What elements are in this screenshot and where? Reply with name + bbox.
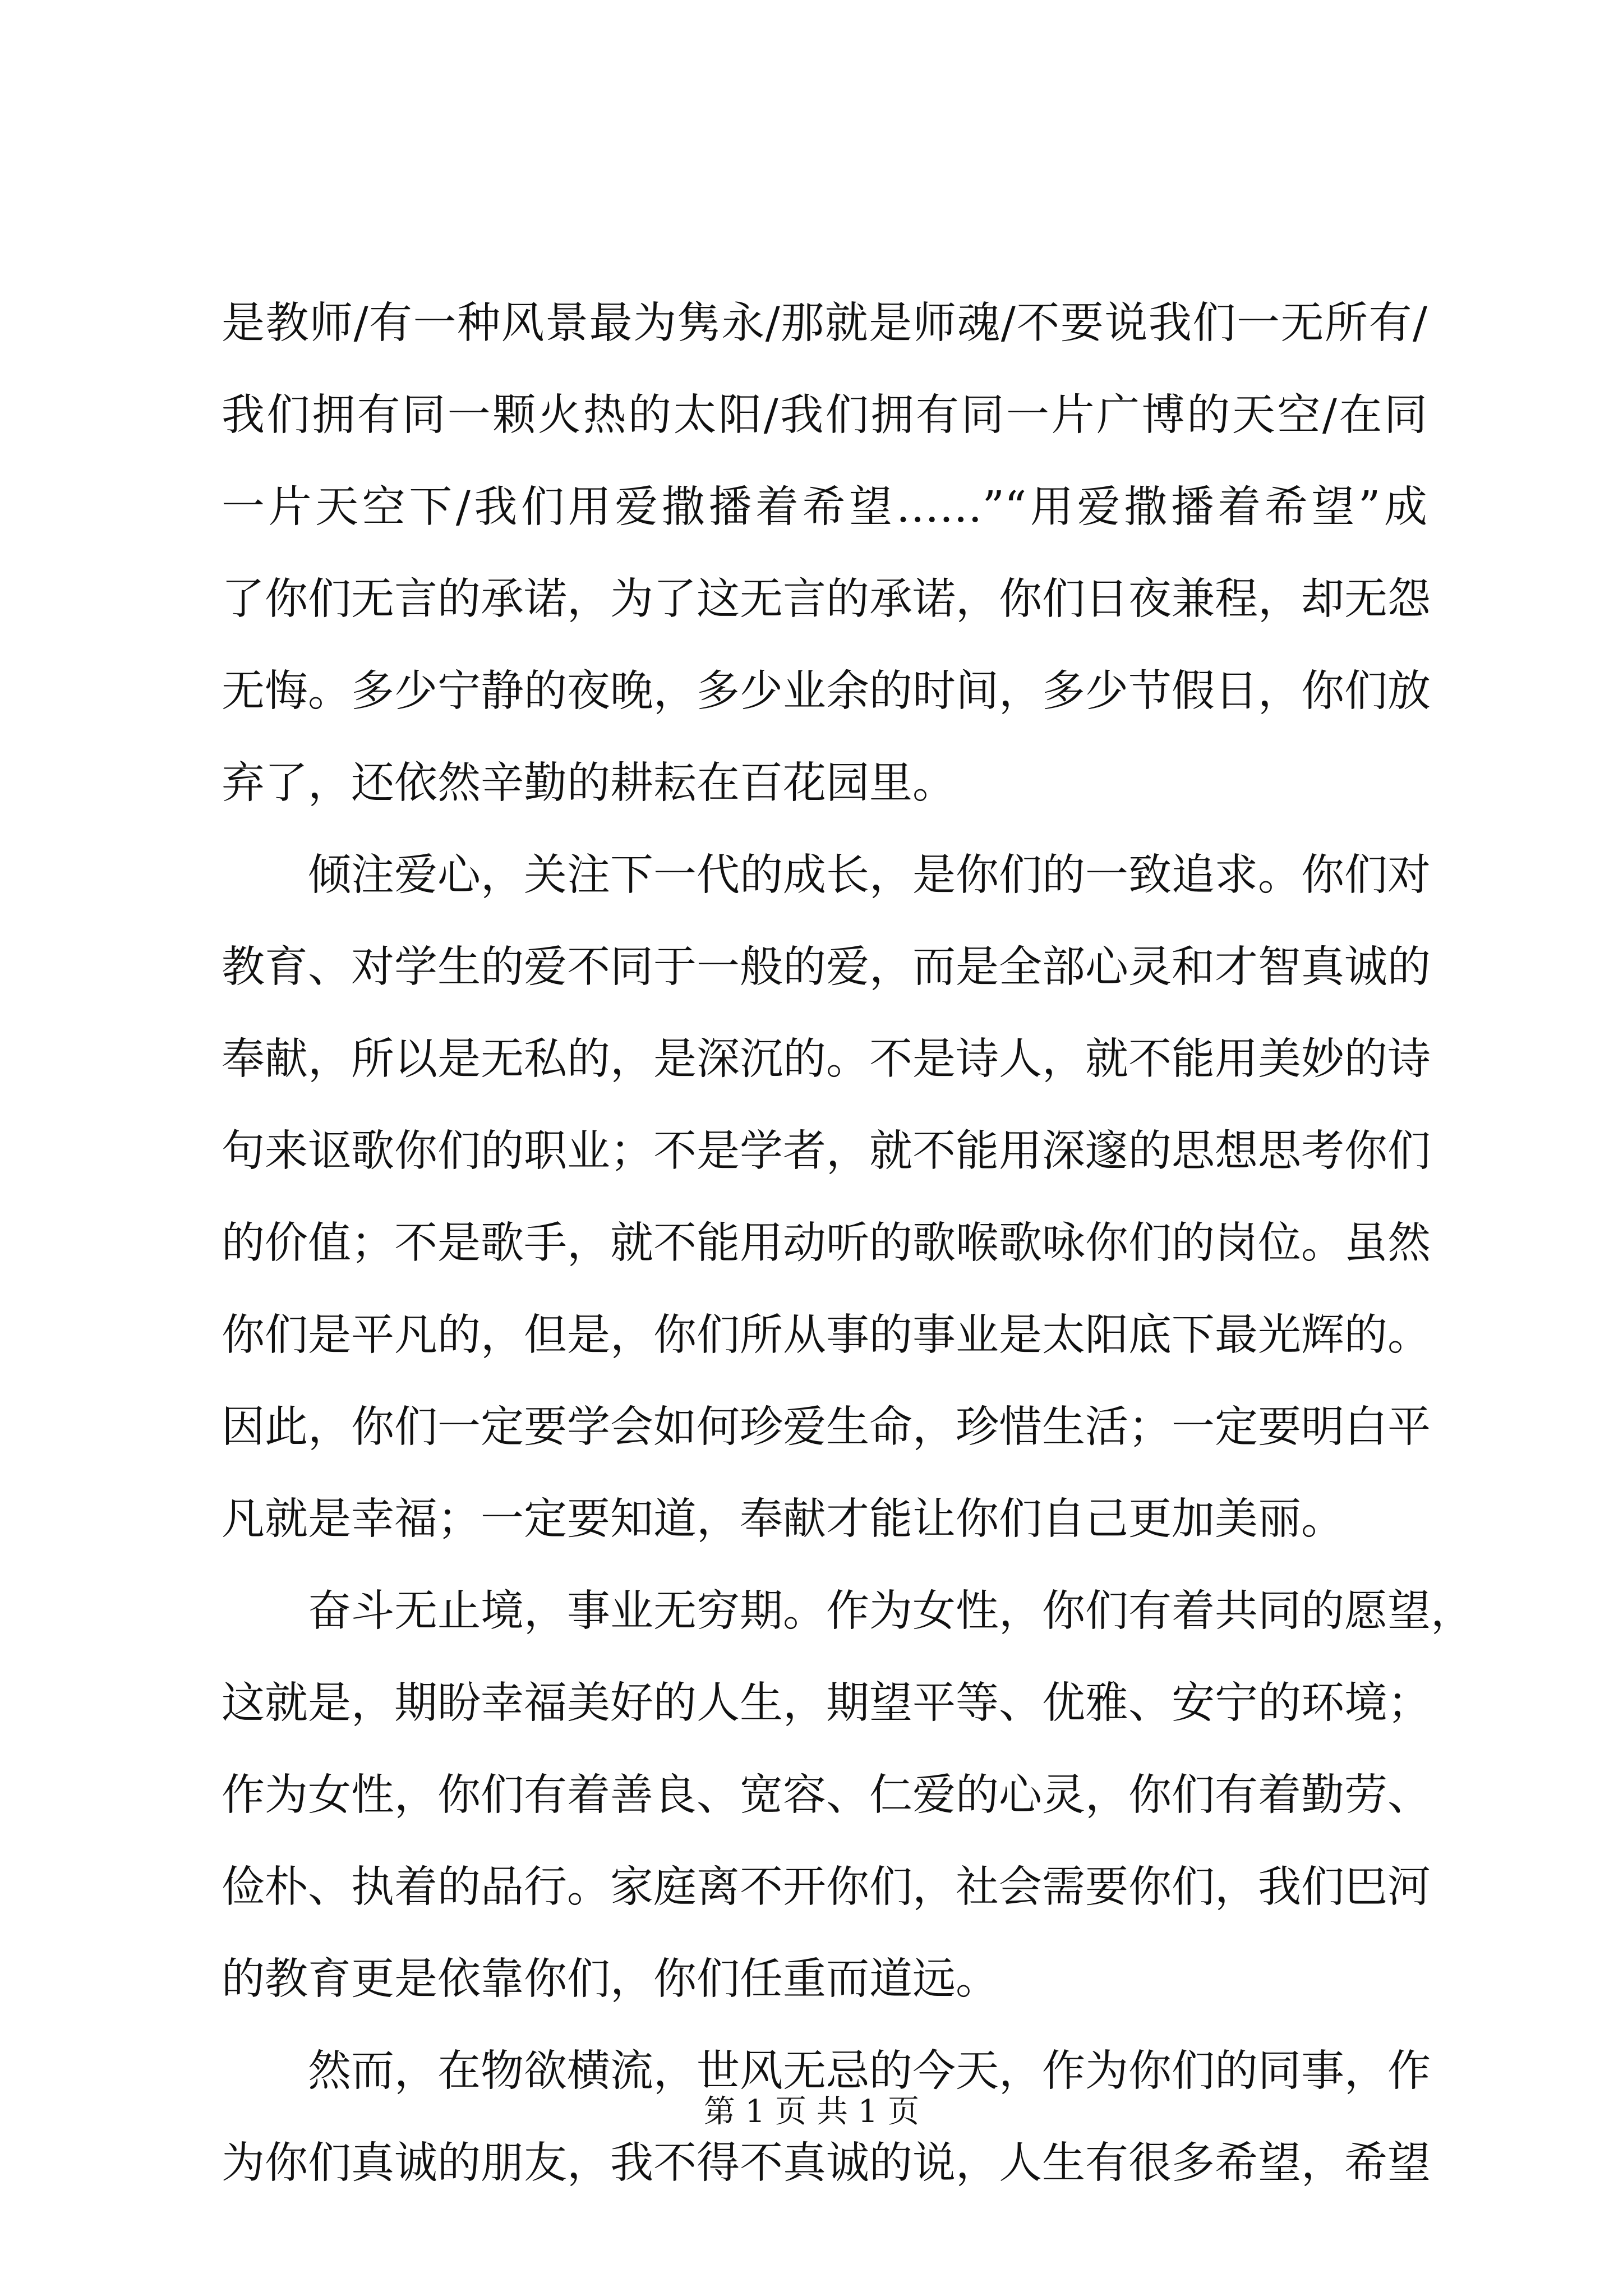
text-line: 作为女性，你们有着善良、宽容、仁爱的心灵，你们有着勤劳、 xyxy=(222,1770,1431,1820)
text-line: 无悔。多少宁静的夜晚，多少业余的时间，多少节假日，你们放 xyxy=(222,666,1431,716)
text-line: 这就是，期盼幸福美好的人生，期望平等、优雅、安宁的环境； xyxy=(222,1678,1431,1728)
text-line: 你们是平凡的，但是，你们所从事的事业是太阳底下最光辉的。 xyxy=(222,1310,1431,1360)
text-line: 的教育更是依靠你们，你们任重而道远。 xyxy=(222,1954,999,2004)
text-line: 倾注爱心，关注下一代的成长，是你们的一致追求。你们对 xyxy=(222,850,1431,900)
text-line: 为你们真诚的朋友，我不得不真诚的说，人生有很多希望，希望 xyxy=(222,2138,1431,2188)
text-line: 句来讴歌你们的职业；不是学者，就不能用深邃的思想思考你们 xyxy=(222,1126,1431,1176)
text-line: 是教师/有一种风景最为隽永/那就是师魂/不要说我们一无所有/ xyxy=(222,298,1427,348)
text-line: 教育、对学生的爱不同于一般的爱，而是全部心灵和才智真诚的 xyxy=(222,942,1431,992)
text-line: 然而，在物欲横流，世风无忌的今天，作为你们的同事，作 xyxy=(222,2046,1431,2096)
text-line: 凡就是幸福；一定要知道，奉献才能让你们自己更加美丽。 xyxy=(222,1494,1344,1544)
text-line: 的价值；不是歌手，就不能用动听的歌喉歌咏你们的岗位。虽然 xyxy=(222,1218,1431,1268)
text-line: 了你们无言的承诺，为了这无言的承诺，你们日夜兼程，却无怨 xyxy=(222,574,1431,624)
text-line: 因此，你们一定要学会如何珍爱生命，珍惜生活；一定要明白平 xyxy=(222,1402,1431,1452)
page-footer: 第 1 页 共 1 页 xyxy=(703,2093,920,2130)
text-line: 弃了，还依然辛勤的耕耘在百花园里。 xyxy=(222,758,956,808)
text-line: 我们拥有同一颗火热的太阳/我们拥有同一片广博的天空/在同 xyxy=(222,390,1427,440)
text-line: 奉献，所以是无私的，是深沉的。不是诗人，就不能用美妙的诗 xyxy=(222,1034,1431,1084)
document-body xyxy=(222,278,1474,2210)
text-line: 奋斗无止境，事业无穷期。作为女性，你们有着共同的愿望， xyxy=(222,1586,1474,1636)
text-line: 一片天空下/我们用爱撒播着希望……”“用爱撒播着希望”成 xyxy=(222,482,1427,532)
text-line: 俭朴、执着的品行。家庭离不开你们，社会需要你们，我们巴河 xyxy=(222,1862,1431,1912)
